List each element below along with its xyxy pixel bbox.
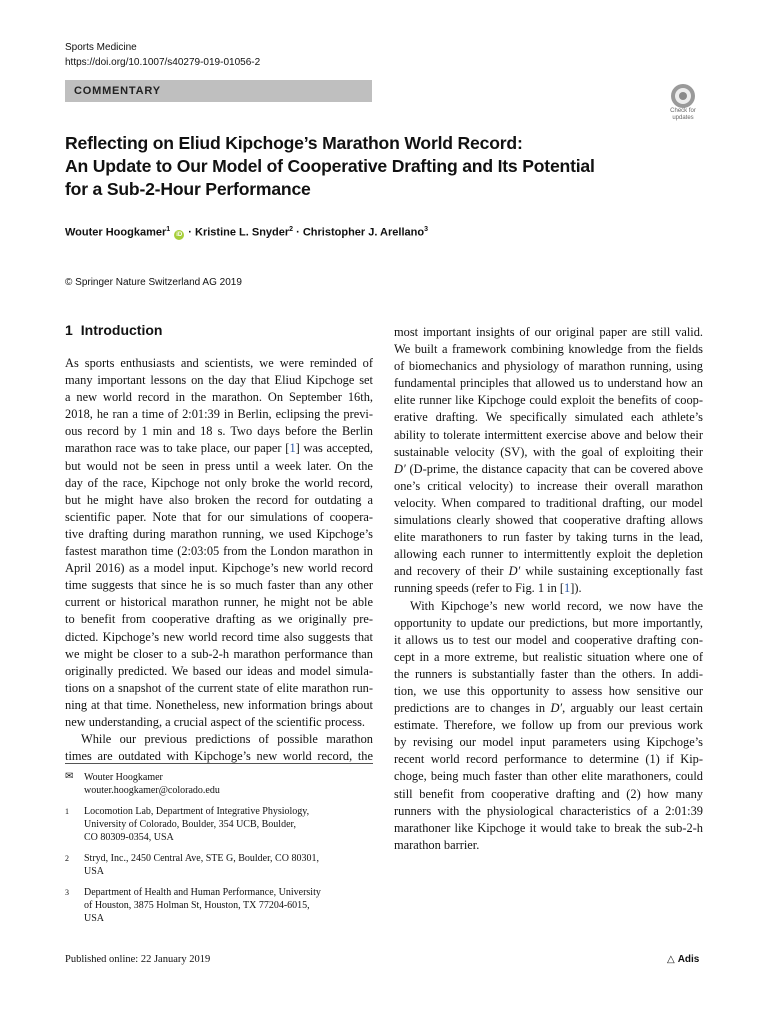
adis-triangle-icon: △ xyxy=(667,954,675,965)
affiliation-note: 3 Department of Health and Human Performance, University of Houston, 3875 Holman St, Houston, TX 77204-6015, USA xyxy=(65,887,321,924)
body-left-column xyxy=(65,355,373,765)
body-right-column xyxy=(394,324,703,854)
corresponding-author-name: Wouter Hoogkamer xyxy=(84,772,163,783)
check-for-updates-label: Check for updates xyxy=(670,108,696,121)
footnotes xyxy=(65,771,375,933)
section-heading xyxy=(65,322,162,338)
corresponding-author-note xyxy=(65,771,375,797)
author-name[interactable]: Christopher J. Arellano xyxy=(302,226,425,239)
section-title: Introduction xyxy=(80,322,163,338)
citation-link[interactable]: 1 xyxy=(289,441,296,456)
body-paragraph: While our previous predictions of possible marathon times are outdated with Kipchoge’s new world record, the xyxy=(65,732,373,764)
section-number: 1 xyxy=(65,322,73,338)
title-line: An Update to Our Model of Cooperative Drafting and Its Potential xyxy=(65,156,595,176)
publisher-name: Adis xyxy=(677,954,700,965)
citation-link[interactable]: 1 xyxy=(564,581,571,596)
body-paragraph: As sports enthusiasts and scientists, we were reminded of many important lessons on the day that Eliud Kipchoge set a new world record in the marathon. On September 16th, 2018, he ran a time of 2:01:39 in Berlin, eclipsing the previ- ous record by 1 min and 18 s. Two days before the Berlin marathon race was to take place, our paper [1] was accepted, but would not be seen in press until a week later. On the day of the race, Kipchoge not only broke the world record, but he might have also broken the record for outdating a scientific paper. Note that for our simulations of coopera- tive drafting during marathon running, we used Kipchoge’s fastest marathon time (2:03:05 from the London marathon in April 2016) as a model input. Kipchoge’s new world record time suggests that since he is so much faster than any other current or historical marathon runner, he might not be able to benefit from cooperative drafting as we originally pre- dicted. Kipchoge’s new world record time also suggests that we might be closer to a sub-2-h marathon performance than originally predicted. We based our ideas and model simula- tions on a snapshot of the current state of elite marathon run- ning at that time. Nonetheless, new information brings about new understanding, a crucial aspect of the scientific process. xyxy=(65,356,373,729)
author-list: Wouter Hoogkamer$^1$ iD · Kristine L. Snyder$^2$ · Christopher J. Arellano$^3$ xyxy=(65,226,428,239)
footnote-divider xyxy=(65,763,373,764)
journal-header xyxy=(65,40,260,70)
check-for-updates-button[interactable] xyxy=(664,84,702,124)
title-line: Reflecting on Eliud Kipchoge’s Marathon World Record: xyxy=(65,133,523,153)
publisher-logo xyxy=(667,954,699,965)
article-type-banner: COMMENTARY xyxy=(65,80,372,102)
orcid-icon[interactable]: iD xyxy=(176,231,183,238)
affiliation-note: 1 Locomotion Lab, Department of Integrative Physiology, University of Colorado, Boulder, 354 UCB, Boulder, CO 80309-0354, USA xyxy=(65,806,310,843)
corresponding-author-email[interactable]: wouter.hoogkamer@colorado.edu xyxy=(84,785,220,796)
published-date: Published online: 22 January 2019 xyxy=(65,954,211,965)
envelope-icon: ✉ xyxy=(65,771,74,782)
title-line: for a Sub-2-Hour Performance xyxy=(65,179,311,199)
author-name[interactable]: Wouter Hoogkamer xyxy=(65,226,167,239)
body-paragraph: With Kipchoge’s new world record, we now have the opportunity to update our predictions, but more importantly, it allows us to test our model and cooperative drafting con- cept in a more extreme, but realistic situation where one of the runners is substantially faster than the others. In addi- tion, we use this opportunity to assess how sensitive our predictions are to changes in D′, arguably our least certain estimate. Therefore, we follow up from our previous work by revising our model input parameters using Kipchoge’s recent world record performance to determine (1) if Kip- choge, being much faster than other elite marathoners, could still benefit from cooperative drafting and (2) how many runners with the physiological characteristics of a 2:01:39 marathoner like Kipchoge it would take to break the sub-2-h marathon barrier. xyxy=(394,598,703,852)
crossmark-icon xyxy=(671,84,695,108)
affiliation-note: 2 Stryd, Inc., 2450 Central Ave, STE G, Boulder, CO 80301, USA xyxy=(65,853,319,877)
article-title xyxy=(65,132,665,201)
body-paragraph: most important insights of our original paper are still valid. We built a framework combining knowledge from the fields of biomechanics and physiology of marathon running, using fundamental principles that allowed us to understand how an elite runner like Kipchoge could exploit the benefits of coop- erative drafting. We specifically simulated each athlete’s ability to tolerate intermittent exercise above and below their sustainable velocity (SV), with the goal of exploiting their D′ (D-prime, the distance capacity that can be covered above one’s critical velocity) to increase their overall marathon velocity. When compared to traditional drafting, our model simulations clearly showed that cooperative drafting allows elite marathoners to run faster by taking turns in the lead, allowing each runner to intermittently exploit the depletion and recovery of their D′ while sustaining exceptionally fast running speeds (refer to Fig. 1 in [1]). xyxy=(394,325,703,596)
copyright-notice: © Springer Nature Switzerland AG 2019 xyxy=(65,277,242,288)
doi-link[interactable]: https://doi.org/10.1007/s40279-019-01056-2 xyxy=(65,57,261,68)
author-name[interactable]: Kristine L. Snyder xyxy=(195,226,290,239)
journal-name: Sports Medicine xyxy=(65,42,137,53)
